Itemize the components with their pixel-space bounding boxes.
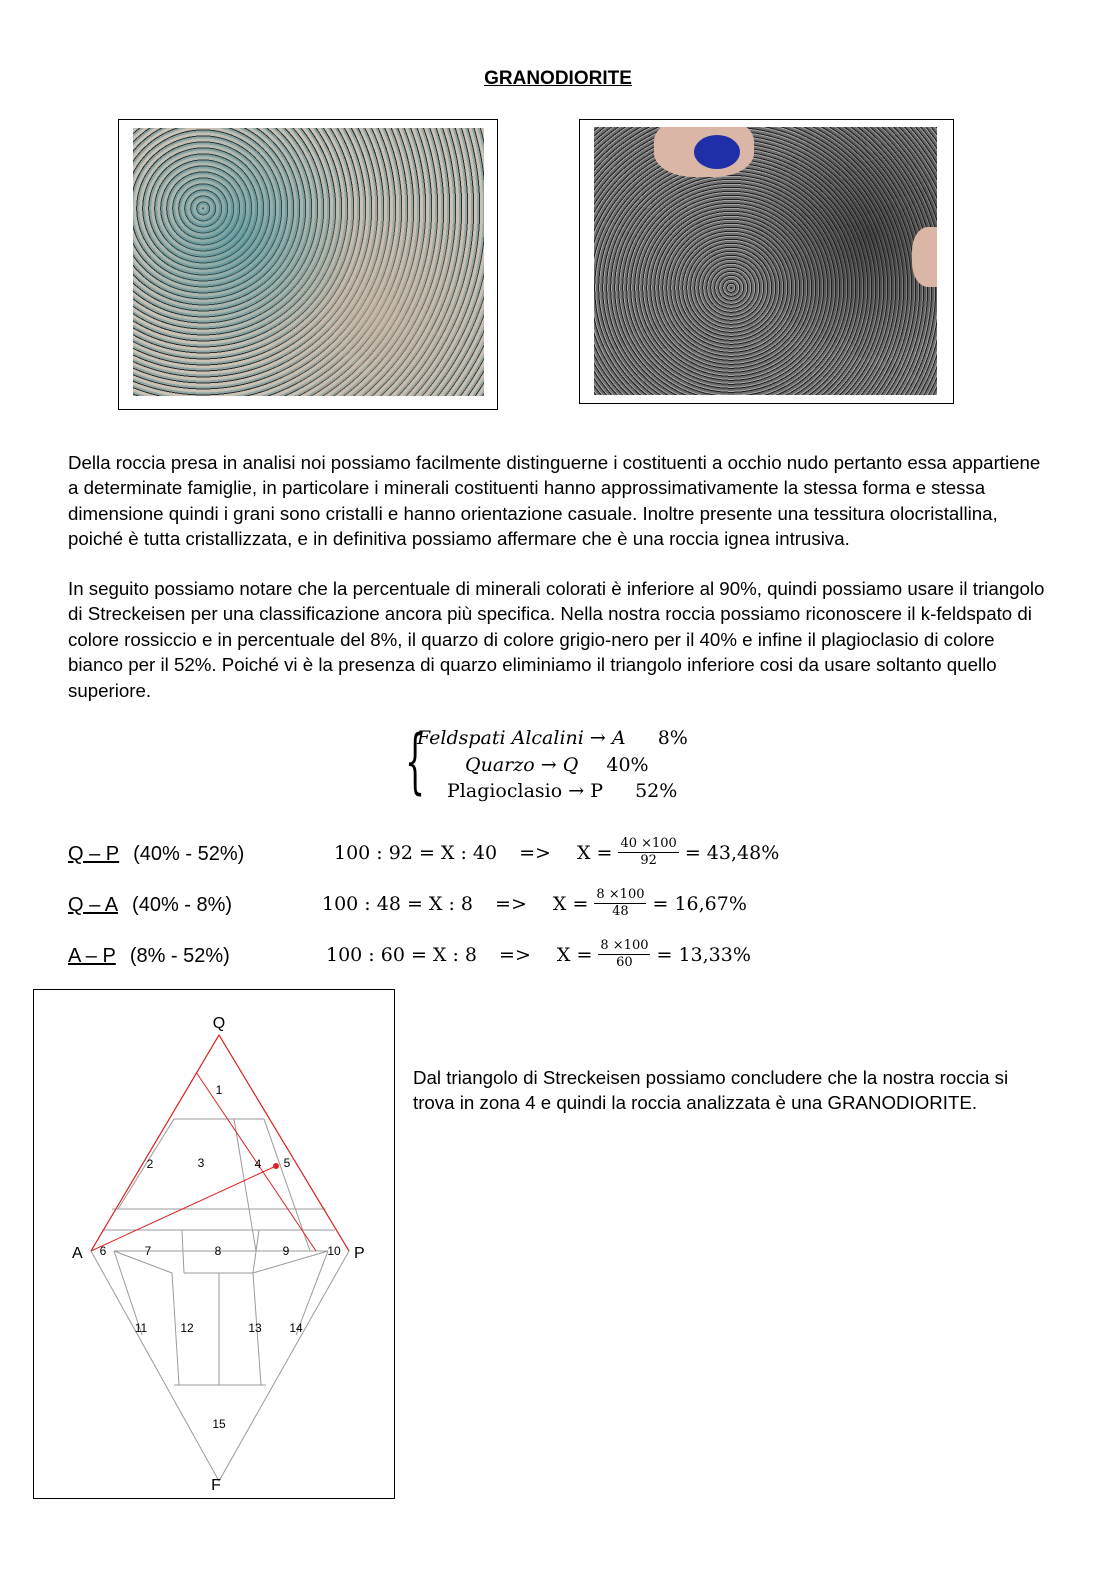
- streckeisen-diagram: [34, 990, 394, 1498]
- calc-label-ap: A – P (8% - 52%): [68, 945, 230, 967]
- zone-9-label: 9: [282, 1244, 290, 1258]
- vertex-q-label: Q: [212, 1015, 226, 1032]
- system-row-feldspati: Feldspati Alcalini → A 8%: [417, 727, 688, 749]
- zone-8-label: 8: [214, 1244, 222, 1258]
- zone-4-label: 4: [254, 1157, 262, 1171]
- system-row-quarzo: Quarzo → Q 40%: [465, 754, 649, 776]
- line-zone3-4: [234, 1119, 256, 1251]
- fingernail-shape: [694, 135, 740, 169]
- diagram-outline: [91, 1035, 349, 1481]
- zone-6-label: 6: [99, 1244, 107, 1258]
- description-paragraph-1: Della roccia presa in analisi noi possiamo facilmente distinguerne i costituenti a occhio nudo pertanto essa appartiene a determinate famiglie, in particolare i minerali costituenti hanno approssimativamente la stessa forma e stessa dimensione quindi i grani sono cristalli e hanno orientazione casuale. Inoltre presente una tessitura olocristallina, poiché è tutta cristallizzata, e in definitiva possiamo affermare che è una roccia ignea intrusiva.: [68, 452, 1041, 550]
- description-paragraph-2: In seguito possiamo notare che la percentuale di minerali colorati è inferiore al 90%, quindi possiamo usare il triangolo di Streckeisen per una classificazione ancora più specifica. Nella nostra roccia possiamo riconoscere il k-feldspato di colore rossiccio e in percentuale del 8%, il quarzo di colore grigio-nero per il 40% e infine il plagioclasio di colore bianco per il 52%. Poiché vi è la presenza di quarzo eliminiamo il triangolo inferiore cosi da usare soltanto quello superiore.: [68, 578, 1045, 701]
- zone-7-label: 7: [144, 1244, 152, 1258]
- diamond-outline: [91, 1035, 349, 1481]
- zone-14-label: 14: [289, 1321, 303, 1335]
- streckeisen-diagram-frame: [33, 989, 395, 1499]
- zone-3-label: 3: [197, 1156, 205, 1170]
- calc-fraction-qp: $\frac{40 \times 100}{92}$: [620, 836, 677, 868]
- vertex-p-label: P: [354, 1245, 365, 1262]
- photo-frame-right: [579, 119, 954, 404]
- rock-photo-right: [594, 127, 937, 395]
- vertex-f-label: F: [211, 1477, 221, 1494]
- calc-equation-ap: 100 : 60 = X : 8 => X = $\frac{8 \times 100}{60}$ = 13,33%: [326, 938, 751, 970]
- conclusion-paragraph: Dal triangolo di Streckeisen possiamo concludere che la nostra roccia si trova in zona 4 e quindi la roccia analizzata è una GRANODIORITE.: [413, 1067, 1009, 1114]
- system-row-plagioclasio: Plagioclasio → P 52%: [447, 780, 678, 802]
- system-brace: {: [405, 720, 426, 802]
- zone-5-label: 5: [283, 1156, 291, 1170]
- zone-2-label: 2: [146, 1157, 154, 1171]
- line-lower-p: [253, 1251, 328, 1273]
- line-lower-a: [114, 1251, 172, 1273]
- calc-fraction-qa: $\frac{8 \times 100}{48}$: [596, 887, 645, 919]
- calc-label-qa: Q – A (40% - 8%): [68, 894, 233, 916]
- calc-label-qp: Q – P (40% - 52%): [68, 843, 245, 865]
- vertex-a-label: A: [72, 1245, 83, 1262]
- calc-fraction-ap: $\frac{8 \times 100}{60}$: [600, 938, 649, 970]
- classification-point: [273, 1163, 279, 1169]
- red-line-a-q: [91, 1035, 219, 1251]
- zone-11-label: 11: [134, 1321, 148, 1335]
- calc-equation-qp: 100 : 92 = X : 40 => X = $\frac{40 \times 100}{92}$ = 43,48%: [334, 836, 780, 868]
- zone-15-label: 15: [212, 1417, 226, 1431]
- page-title: GRANODIORITE: [484, 68, 632, 89]
- projection-lines: [91, 1035, 349, 1251]
- rock-photo-left: [133, 128, 484, 396]
- calc-equation-qa: 100 : 48 = X : 8 => X = $\frac{8 \times 100}{48}$ = 16,67%: [322, 887, 747, 919]
- zone-12-label: 12: [180, 1321, 194, 1335]
- line-zone11-12: [172, 1273, 179, 1385]
- zone-10-label: 10: [327, 1244, 341, 1258]
- thumb-shape: [912, 227, 937, 287]
- zone-13-label: 13: [248, 1321, 262, 1335]
- photo-frame-left: [118, 119, 498, 410]
- zone-1-label: 1: [215, 1083, 223, 1097]
